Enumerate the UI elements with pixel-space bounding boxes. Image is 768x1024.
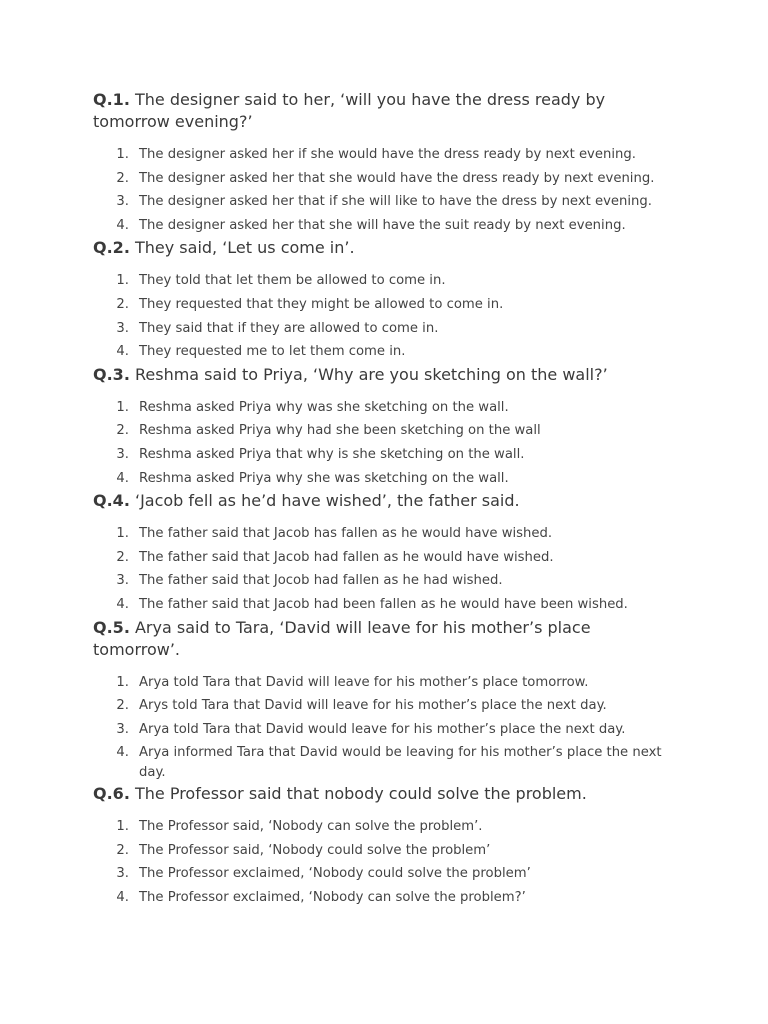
question-number: Q.1. xyxy=(93,90,130,109)
question-3 xyxy=(93,364,678,490)
option-text: Reshma asked Priya that why is she sketching on the wall. xyxy=(139,446,525,462)
options-list xyxy=(93,815,678,909)
option-item: 4. They requested me to let them come in. xyxy=(116,344,406,360)
option-text: The father said that Jacob had fallen as he would have wished. xyxy=(139,549,554,565)
question-number: Q.4. xyxy=(93,491,130,511)
question-number: Q.6. xyxy=(93,784,130,804)
question-text: ‘Jacob fell as he’d have wished’, the father said. xyxy=(134,491,520,511)
option-text: They requested me to let them come in. xyxy=(139,344,406,360)
option-item: 2. Arys told Tara that David will leave for his mother’s place the next day. xyxy=(116,698,607,714)
question-title xyxy=(93,89,678,143)
option-text: Reshma asked Priya why had she been sketching on the wall xyxy=(139,423,541,439)
question-title xyxy=(93,490,678,522)
question-4 xyxy=(93,490,678,616)
question-text: They said, ‘Let us come in’. xyxy=(134,238,355,258)
option-item: 4. The designer asked her that she will have the suit ready by next evening. xyxy=(116,217,626,233)
option-item: 3. The designer asked her that if she will like to have the dress by next evening. xyxy=(116,194,652,210)
option-text: Arys told Tara that David will leave for his mother’s place the next day. xyxy=(139,698,607,714)
option-text: The designer asked her that if she will like to have the dress by next evening. xyxy=(139,194,652,210)
options-list xyxy=(93,396,678,490)
option-text: They said that if they are allowed to come in. xyxy=(139,320,439,336)
question-1 xyxy=(93,89,678,237)
option-item: 1. The Professor said, ‘Nobody can solve the problem’. xyxy=(116,819,483,835)
question-text: The Professor said that nobody could solve the problem. xyxy=(134,784,587,804)
option-item: 1. Arya told Tara that David will leave for his mother’s place tomorrow. xyxy=(116,674,589,690)
option-item: 3. Arya told Tara that David would leave for his mother’s place the next day. xyxy=(116,721,626,737)
question-title xyxy=(93,617,678,671)
option-item: 4. Arya informed Tara that David would be leaving for his mother’s place the next day. xyxy=(116,745,662,781)
option-text: The father said that Jacob had been fallen as he would have been wished. xyxy=(139,596,628,612)
question-6 xyxy=(93,783,678,909)
option-item: 2. The designer asked her that she would have the dress ready by next evening. xyxy=(116,170,655,186)
options-list xyxy=(93,269,678,363)
option-text: The father said that Jacob has fallen as he would have wished. xyxy=(139,526,553,542)
option-text: Arya informed Tara that David would be leaving for his mother’s place the next day. xyxy=(139,745,662,781)
question-2 xyxy=(93,237,678,363)
option-text: Arya told Tara that David would leave for his mother’s place the next day. xyxy=(139,721,626,737)
option-item: 4. Reshma asked Priya why she was sketching on the wall. xyxy=(116,470,509,486)
question-title xyxy=(93,364,678,396)
option-text: They told that let them be allowed to come in. xyxy=(139,273,446,289)
question-number: Q.5. xyxy=(93,617,130,637)
option-item: 2. Reshma asked Priya why had she been sketching on the wall xyxy=(116,423,541,439)
option-item: 1. The father said that Jacob has fallen as he would have wished. xyxy=(116,526,553,542)
option-item: 2. They requested that they might be allowed to come in. xyxy=(116,296,504,312)
option-item: 3. The father said that Jocob had fallen as he had wished. xyxy=(116,573,503,589)
option-item: 3. They said that if they are allowed to come in. xyxy=(116,320,439,336)
question-title xyxy=(93,237,678,269)
options-list xyxy=(93,143,678,237)
option-text: The Professor said, ‘Nobody could solve the problem’ xyxy=(139,842,491,858)
option-item: 4. The Professor exclaimed, ‘Nobody can solve the problem?’ xyxy=(116,890,526,906)
question-text: Arya said to Tara, ‘David will leave for his mother’s place tomorrow’. xyxy=(93,617,591,659)
option-text: The Professor exclaimed, ‘Nobody can solve the problem?’ xyxy=(139,890,526,906)
option-text: Reshma asked Priya why she was sketching on the wall. xyxy=(139,470,509,486)
question-title xyxy=(93,783,678,815)
option-text: The father said that Jocob had fallen as he had wished. xyxy=(139,573,503,589)
option-text: The designer asked her that she would have the dress ready by next evening. xyxy=(139,170,655,186)
option-text: The Professor said, ‘Nobody can solve the problem’. xyxy=(139,819,483,835)
option-text: Reshma asked Priya why was she sketching on the wall. xyxy=(139,399,509,415)
options-list xyxy=(93,671,678,784)
option-item: 2. The Professor said, ‘Nobody could solve the problem’ xyxy=(116,842,491,858)
option-item: 2. The father said that Jacob had fallen as he would have wished. xyxy=(116,549,554,565)
option-text: They requested that they might be allowed to come in. xyxy=(139,296,504,312)
option-item: 4. The father said that Jacob had been fallen as he would have been wished. xyxy=(116,596,628,612)
options-list xyxy=(93,522,678,616)
option-text: The Professor exclaimed, ‘Nobody could solve the problem’ xyxy=(139,866,531,882)
option-text: The designer asked her if she would have the dress ready by next evening. xyxy=(139,147,636,162)
option-item: 3. The Professor exclaimed, ‘Nobody could solve the problem’ xyxy=(116,866,531,882)
option-item: 1. They told that let them be allowed to come in. xyxy=(116,273,446,289)
option-item: 3. Reshma asked Priya that why is she sketching on the wall. xyxy=(116,446,525,462)
question-number: Q.2. xyxy=(93,238,130,258)
worksheet xyxy=(93,89,678,910)
question-5 xyxy=(93,617,678,784)
option-item: 1. Reshma asked Priya why was she sketching on the wall. xyxy=(116,399,509,415)
option-text: Arya told Tara that David will leave for his mother’s place tomorrow. xyxy=(139,674,589,690)
question-text: Reshma said to Priya, ‘Why are you sketching on the wall?’ xyxy=(134,364,608,384)
question-number: Q.3. xyxy=(93,364,130,384)
question-text: The designer said to her, ‘will you have the dress ready by tomorrow evening?’ xyxy=(93,90,606,131)
option-text: The designer asked her that she will have the suit ready by next evening. xyxy=(139,217,626,233)
option-item: 1. The designer asked her if she would have the dress ready by next evening. xyxy=(116,147,636,162)
